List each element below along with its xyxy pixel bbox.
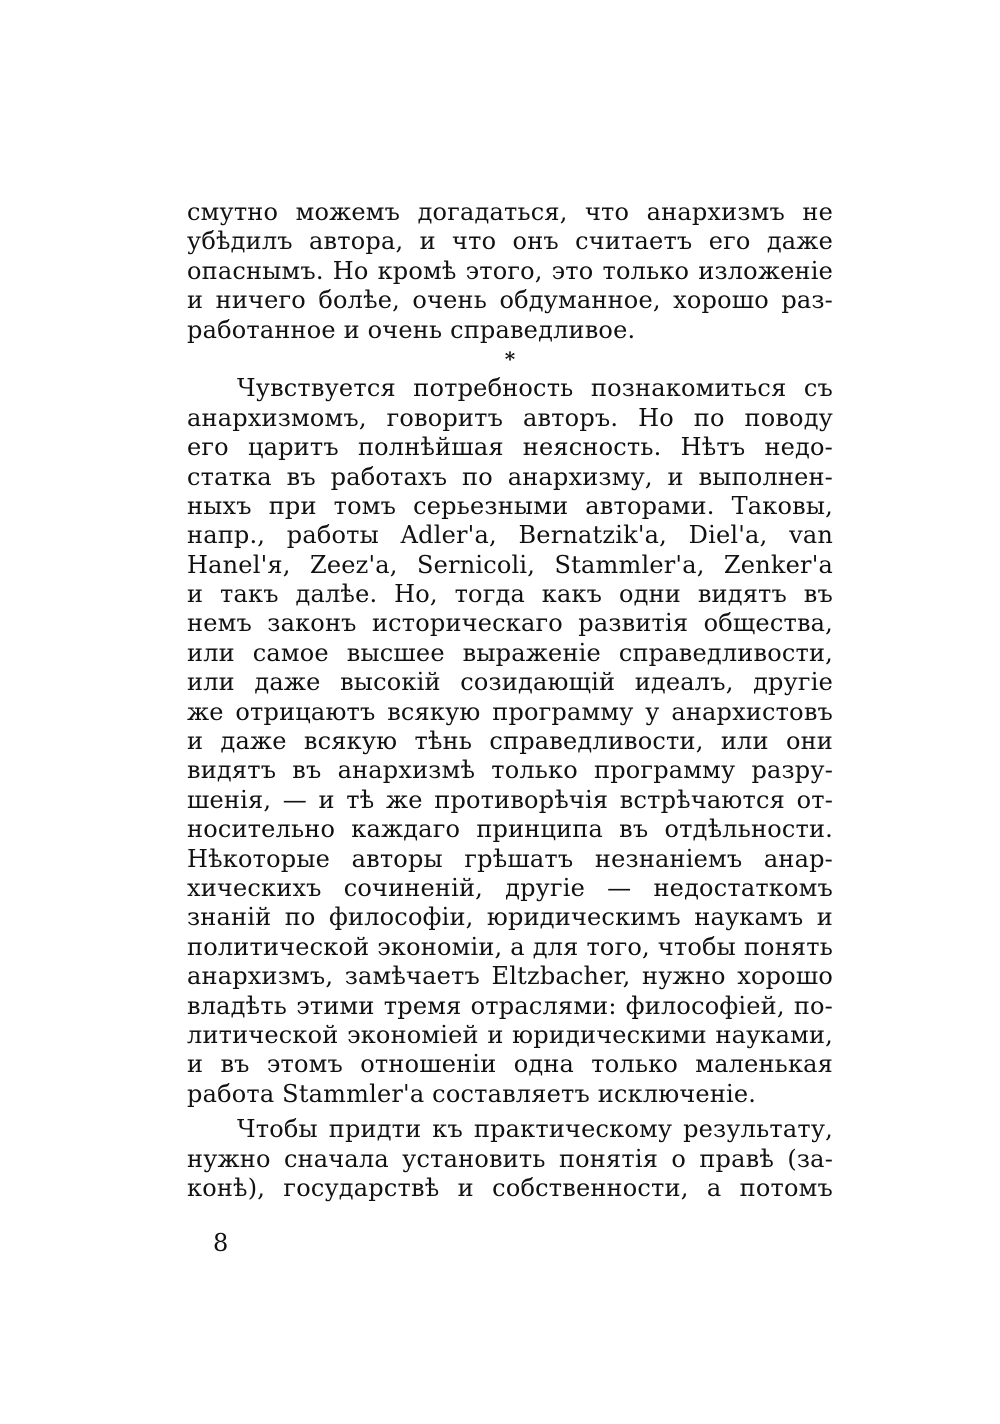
paragraph-1 [187,198,833,345]
text-line: знанiй по философiи, юридическимъ наукамъ и [187,903,833,932]
text-line: работа Stammler'a составляетъ исключенiе. [187,1079,757,1108]
text-line: немъ законъ историческаго развитiя общества, [187,609,833,638]
text-line: носительно каждаго принципа въ отдѣльности. [187,815,833,844]
text-line: и въ этомъ отношенiи одна только маленькая [187,1050,833,1079]
text-line: Чтобы придти къ практическому результату, [237,1115,833,1144]
text-line: или даже высокiй созидающiй идеалъ, другiе [187,668,833,697]
text-line: Hanel'я, Zeez'a, Sernicoli, Stammler'a, Zenker'a [187,550,833,579]
page-number: 8 [213,1229,229,1257]
text-line: и ничего болѣе, очень обдуманное, хорошо раз- [187,286,833,315]
text-line: убѣдилъ автора, и что онъ считаетъ его даже [187,227,833,256]
text-line: нужно сначала установить понятiя о правѣ (за- [187,1144,833,1173]
text-line: политической экономiи, а для того, чтобы понять [187,932,833,961]
text-line: и такъ далѣе. Но, тогда какъ одни видятъ въ [187,580,833,609]
text-line: смутно можемъ догадаться, что анархизмъ не [187,198,833,226]
text-line: статка въ работахъ по анархизму, и выполнен- [187,462,833,491]
text-line: напр., работы Adler'a, Bernatzik'a, Diel'a, van [187,521,833,550]
text-line: анархизмомъ, говоритъ авторъ. Но по поводу [187,403,833,432]
text-line: ныхъ при томъ серьезными авторами. Таковы, [187,491,833,520]
text-line: Нѣкоторые авторы грѣшатъ незнанiемъ анар- [187,844,833,873]
text-line: литической экономiей и юридическими науками, [187,1020,833,1049]
text-line: конѣ), государствѣ и собственности, а потомъ [187,1173,833,1202]
text-line: его царитъ полнѣйшая неясность. Нѣтъ недо- [187,433,833,462]
text-line: хическихъ сочиненiй, другiе — недостаткомъ [187,873,833,902]
text-line: опаснымъ. Но кромѣ этого, это только изложенiе [187,256,833,285]
text-line: или самое высшее выраженiе справедливости, [187,638,833,667]
paragraph-3 [187,1115,833,1203]
text-line: и даже всякую тѣнь справедливости, или они [187,727,833,756]
text-line: владѣть этими тремя отраслями: философiей, по- [187,991,833,1020]
text-line: шенiя, — и тѣ же противорѣчiя встрѣчаются от- [187,785,833,814]
body-text [187,198,833,1203]
paragraph-2 [187,374,833,1109]
text-line: же отрицаютъ всякую программу у анархистовъ [187,697,833,726]
text-line: анархизмъ, замѣчаетъ Eltzbacher, нужно хорошо [187,962,833,991]
section-separator-asterisk: * [504,346,516,371]
text-line: работанное и очень справедливое. [187,315,636,344]
text-line: Чувствуется потребность познакомиться съ [237,374,833,403]
text-line: видятъ въ анархизмѣ только программу разру- [187,756,833,785]
